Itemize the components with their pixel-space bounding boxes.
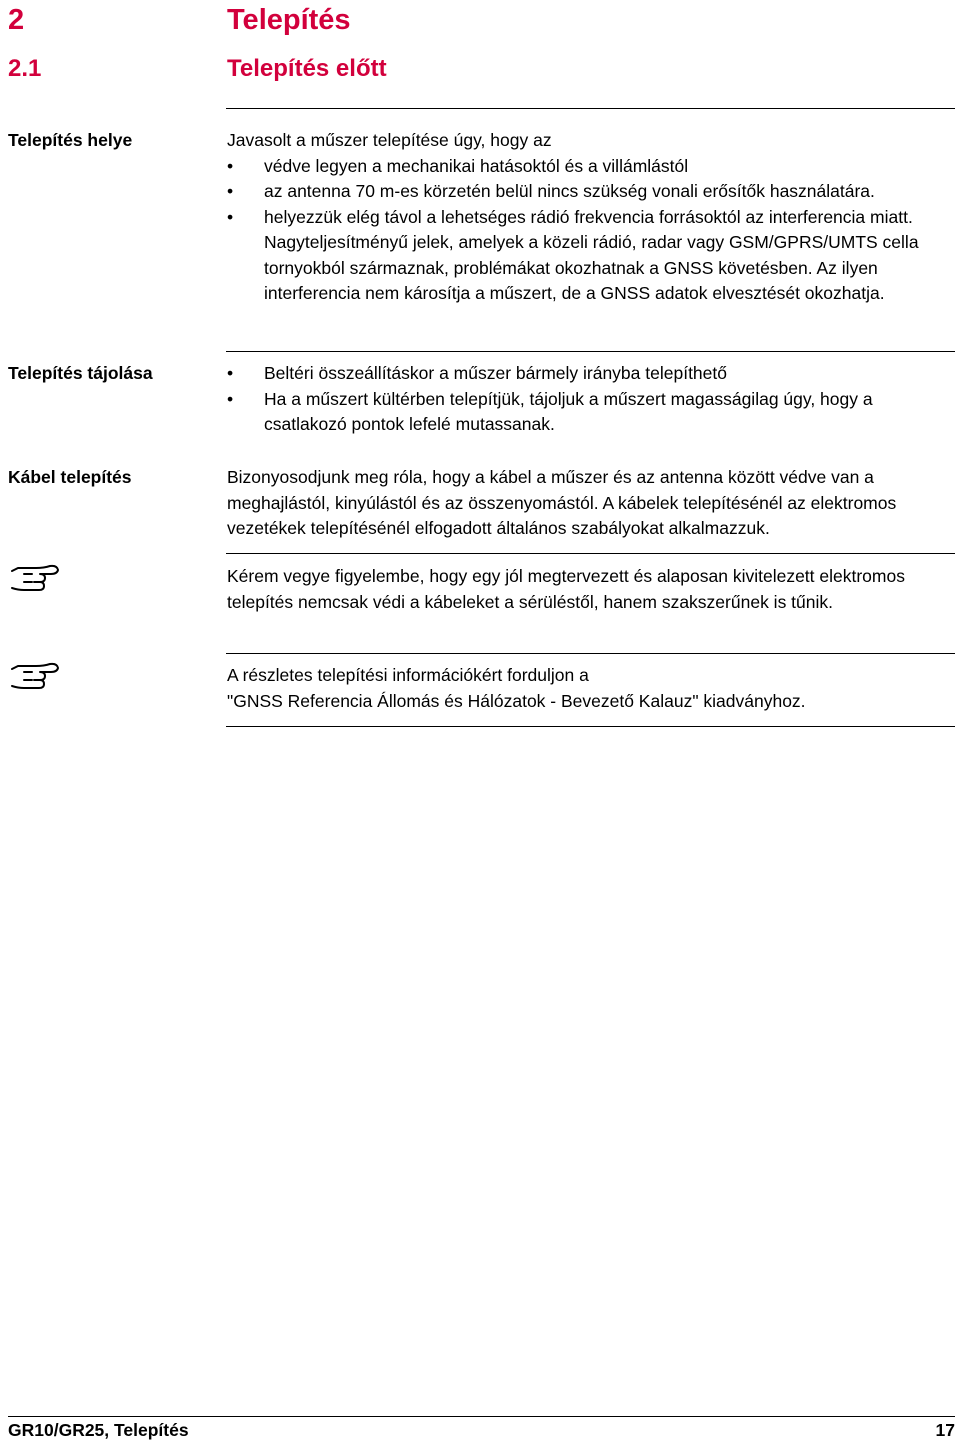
- note-1-text: Kérem vegye figyelembe, hogy egy jól megtervezett és alaposan kivitelezett elektromos telepítés nemcsak védi a kábeleket a sérüléstől, hanem szakszerűnek is tűnik.: [227, 566, 905, 612]
- page-number: 17: [935, 1420, 955, 1440]
- location-section: [227, 128, 954, 307]
- divider: [226, 726, 955, 727]
- note-2-line-1: A részletes telepítési információkért forduljon a: [227, 665, 589, 685]
- section-number: 2.1: [8, 55, 42, 82]
- chapter-title: Telepítés: [227, 4, 351, 36]
- list-item: • Ha a műszert kültérben telepítjük, tájoljuk a műszert magasságilag úgy, hogy a csatlakozó pontok lefelé mutassanak.: [227, 387, 954, 438]
- divider: [226, 351, 955, 352]
- cable-text: Bizonyosodjunk meg róla, hogy a kábel a műszer és az antenna között védve van a meghajlástól, kinyúlástól és az összenyomástól. A kábelek telepítésénél az elektromos vezetékek telepítésénél elfogadott általános szabályokat alkalmazzuk.: [227, 467, 897, 538]
- pointing-hand-icon: [10, 660, 60, 692]
- location-bullet-list: [227, 154, 954, 307]
- note-2-line-2: "GNSS Referencia Állomás és Hálózatok - Bevezető Kalauz" kiadványhoz.: [227, 690, 806, 711]
- pointing-hand-icon: [10, 562, 60, 594]
- list-item: • helyezzük elég távol a lehetséges rádió frekvencia forrásoktól az interferencia miatt. Nagyteljesítményű jelek, amelyek a közeli rádió, radar vagy GSM/GPRS/UMTS cella tornyokból származnak, problémákat okozhatnak a GNSS követésben. Az ilyen interferencia nem károsítja a műszert, de a GNSS adatok elvesztését okozhatja.: [227, 205, 954, 307]
- section-title: Telepítés előtt: [227, 55, 387, 82]
- list-item: • Beltéri összeállításkor a műszer bármely irányba telepíthető: [227, 361, 954, 387]
- note-2-text: [227, 663, 954, 714]
- orientation-bullet-list: [227, 361, 954, 438]
- list-item: • az antenna 70 m-es körzetén belül nincs szükség vonali erősítők használatára.: [227, 179, 954, 205]
- side-label-orientation: Telepítés tájolása: [8, 363, 153, 383]
- location-intro: Javasolt a műszer telepítése úgy, hogy az: [227, 130, 552, 150]
- footer-divider: [8, 1416, 955, 1417]
- chapter-number: 2: [8, 4, 25, 36]
- list-item: • védve legyen a mechanikai hatásoktól és a villámlástól: [227, 154, 954, 180]
- divider: [226, 553, 955, 554]
- orientation-section: [227, 361, 954, 438]
- divider: [226, 108, 955, 109]
- footer-title: GR10/GR25, Telepítés: [8, 1420, 189, 1440]
- side-label-location: Telepítés helye: [8, 130, 133, 150]
- side-label-cable: Kábel telepítés: [8, 467, 132, 487]
- divider: [226, 653, 955, 654]
